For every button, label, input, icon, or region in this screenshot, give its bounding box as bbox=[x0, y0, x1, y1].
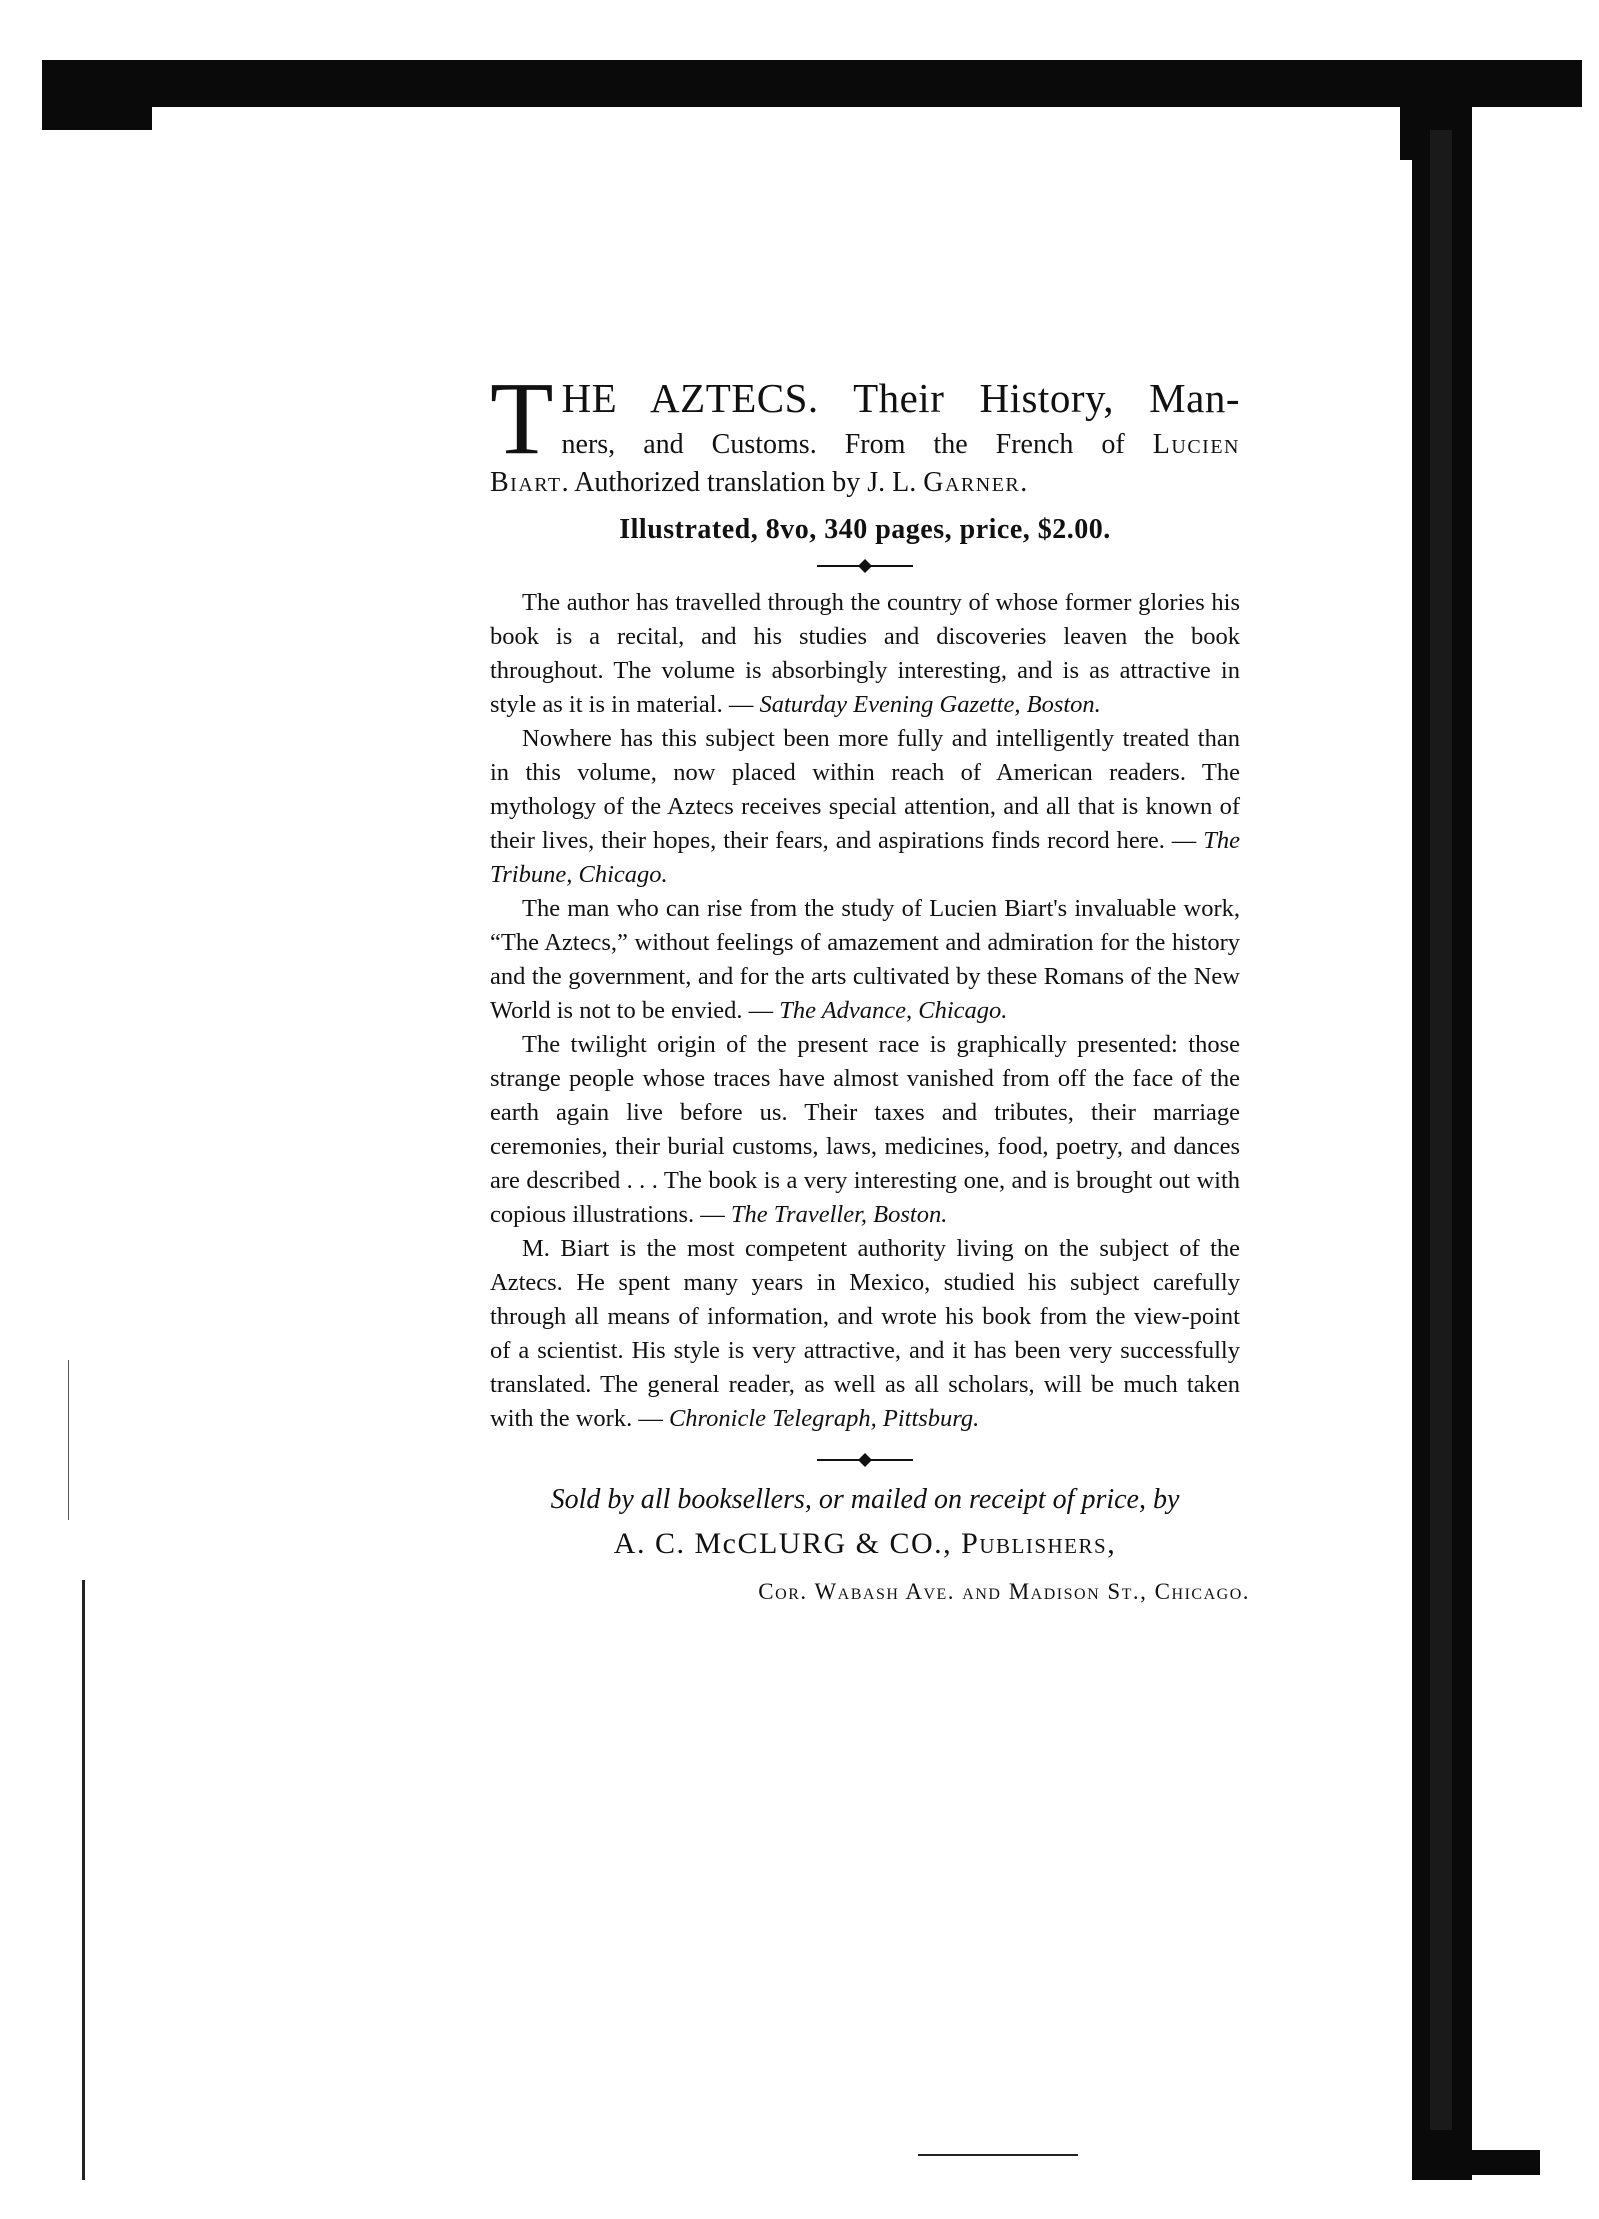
publisher-address: Cor. Wabash Ave. and Madison St., Chicago. bbox=[758, 1579, 1250, 1604]
publisher-name: A. C. McCLURG & CO., bbox=[613, 1527, 953, 1560]
book-credits: Biart. Authorized translation by J. L. Garner. bbox=[490, 467, 1028, 498]
review-3: The man who can rise from the study of Lucien Biart's invaluable work, “The Aztecs,” without feelings of amazement and admiration for the history and the government, and for the arts cultivated by these Romans of the New World is not to be envied. — The Advance, Chicago. bbox=[490, 895, 1240, 1024]
reviews bbox=[490, 586, 1240, 1436]
scan-border-top bbox=[42, 60, 1582, 107]
review-source: The Traveller, Boston. bbox=[730, 1201, 948, 1228]
scan-edge-left-faint bbox=[68, 1360, 69, 1520]
scan-edge-left bbox=[82, 1580, 85, 2180]
review-2: Nowhere has this subject been more fully and intelligently treated than in this volume, now placed within reach of American readers. The mythology of the Aztecs receives special attention, and all that is known of their lives, their hopes, their fears, and aspirations finds record here. — The Tribune, Chicago. bbox=[490, 725, 1240, 888]
publisher-line bbox=[490, 1520, 1240, 1568]
translator-name: Garner bbox=[923, 467, 1021, 498]
publisher-role: Publishers, bbox=[961, 1527, 1117, 1560]
review-5: M. Biart is the most competent authority living on the subject of the Aztecs. He spent many years in Mexico, studied his subject carefully through all means of information, and wrote his book from the view-point of a scientist. His style is very attractive, and it has been very successfully translated. The general reader, as well as all scholars, will be much taken with the work. — Chronicle Telegraph, Pittsburg. bbox=[490, 1235, 1240, 1432]
review-source: The Advance, Chicago. bbox=[779, 997, 1008, 1024]
author-first-name: Lucien bbox=[1152, 429, 1240, 460]
bottom-rule bbox=[918, 2154, 1078, 2156]
price-line: Illustrated, 8vo, 340 pages, price, $2.00. bbox=[619, 514, 1111, 545]
advertisement-page bbox=[490, 361, 1250, 1612]
review-4: The twilight origin of the present race is graphically presented: those strange people whose traces have almost vanished from off the face of the earth again live before us. Their taxes and tributes, their marriage ceremonies, their burial customs, laws, medicines, food, poetry, and dances are described . . . The book is a very interesting one, and is brought out with copious illustrations. — The Traveller, Boston. bbox=[490, 1031, 1240, 1228]
review-source: Saturday Evening Gazette, Boston. bbox=[759, 691, 1101, 718]
scan-border-top-left bbox=[42, 84, 152, 130]
scan-border-right-foot bbox=[1420, 2150, 1540, 2175]
book-subtitle: ners, and Customs. From the French of Lucien bbox=[561, 429, 1240, 460]
drop-cap: T bbox=[490, 361, 554, 476]
review-1: The author has travelled through the country of whose former glories his book is a recital, and his studies and discoveries leaven the book throughout. The volume is absorbingly interesting, and is as attractive in style as it is in material. — Saturday Evening Gazette, Boston. bbox=[490, 589, 1240, 718]
review-source: The Tribune, Chicago. bbox=[490, 827, 1240, 888]
scan-border-right-inner bbox=[1430, 130, 1452, 2130]
diamond-rule-icon bbox=[815, 1450, 915, 1470]
book-title: HE AZTECS. Their History, Man- bbox=[561, 375, 1240, 421]
sold-line: Sold by all booksellers, or mailed on receipt of price, by bbox=[550, 1484, 1180, 1515]
review-source: Chronicle Telegraph, Pittsburg. bbox=[668, 1405, 980, 1432]
author-last-name: Biart bbox=[490, 467, 562, 498]
title-block bbox=[490, 361, 1240, 502]
diamond-rule-icon bbox=[815, 556, 915, 576]
